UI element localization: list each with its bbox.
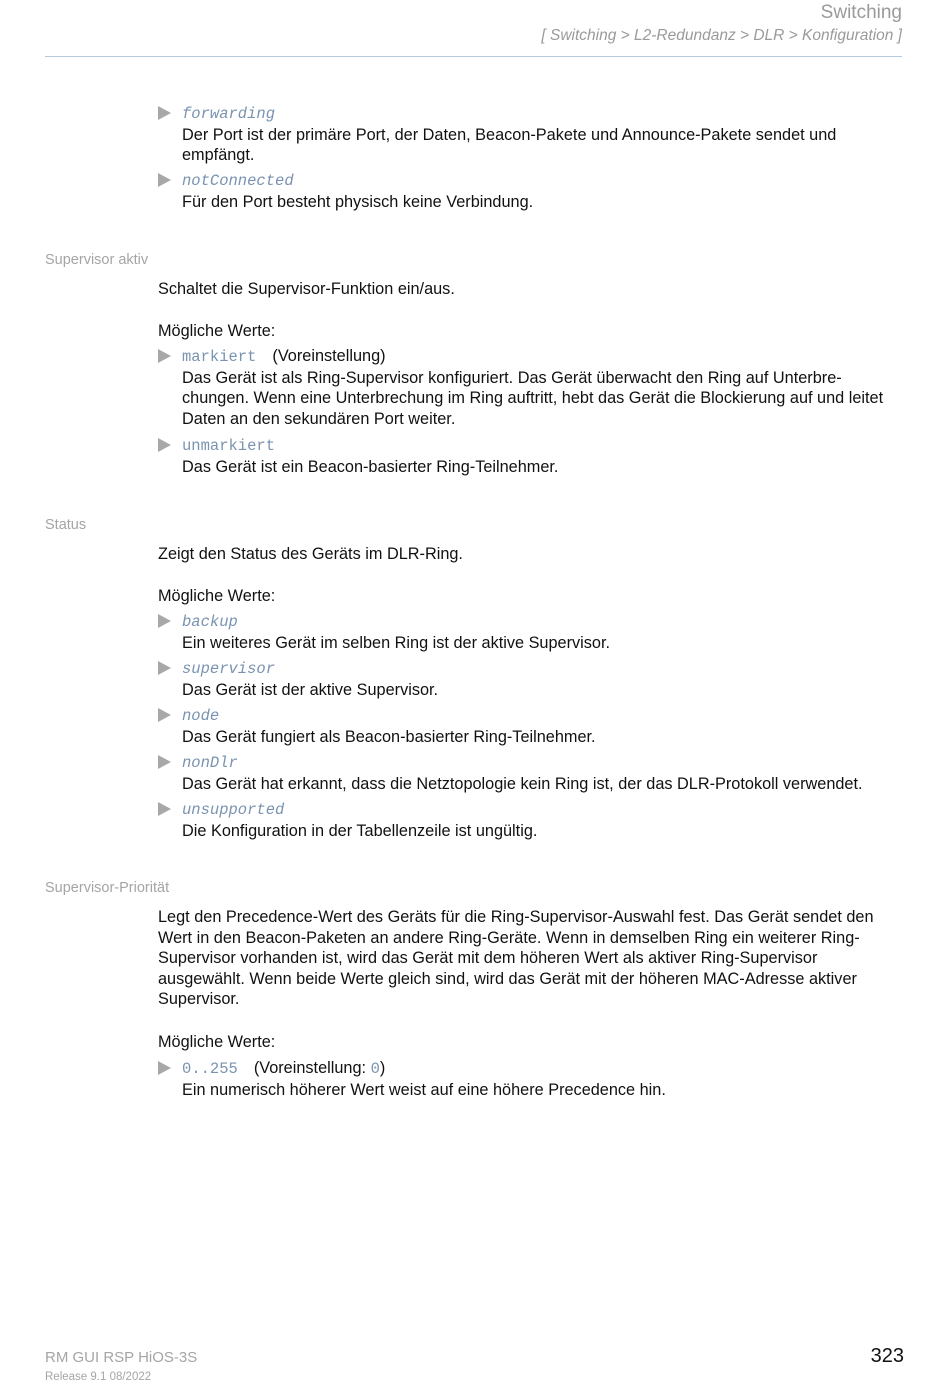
possible-values-heading: Mögliche Werte: (158, 322, 276, 340)
bullet-triangle-icon (158, 438, 171, 452)
bullet-triangle-icon (158, 1061, 171, 1075)
section-label-supervisor-prioritaet: Supervisor-Priorität (45, 880, 170, 896)
header-divider (45, 56, 902, 57)
default-suffix: ) (379, 1059, 386, 1077)
list-item-markiert (158, 346, 908, 429)
list-item-supervisor (158, 658, 908, 700)
page-number: 323 (870, 1345, 904, 1367)
value-description: Für den Port besteht physisch keine Verbindung. (182, 192, 534, 211)
default-prefix: (Voreinstellung: (253, 1059, 371, 1077)
value-code: forwarding (182, 105, 276, 123)
bullet-triangle-icon (158, 614, 171, 628)
default-value: 0 (370, 1060, 380, 1078)
list-item-unsupported (158, 799, 908, 841)
value-code: nonDlr (182, 754, 238, 772)
value-code: notConnected (182, 172, 294, 190)
footer-document-id: RM GUI RSP HiOS-3S (45, 1349, 198, 1366)
value-description: Das Gerät fungiert als Beacon-basierter Ring-Teilnehmer. (182, 727, 596, 746)
section-intro: Zeigt den Status des Geräts im DLR-Ring. (158, 545, 463, 563)
value-code: backup (182, 613, 238, 631)
breadcrumb: [ Switching > L2-Redundanz > DLR > Konfiguration ] (541, 27, 902, 44)
possible-values-heading: Mögliche Werte: (158, 587, 276, 605)
bullet-triangle-icon (158, 661, 171, 675)
value-description: Ein weiteres Gerät im selben Ring ist der aktive Supervisor. (182, 633, 611, 652)
default-note (254, 1059, 386, 1077)
bullet-triangle-icon (158, 755, 171, 769)
section-intro: Legt den Precedence-Wert des Geräts für die Ring-Supervisor-Auswahl fest. Das Gerät sendet den Wert in den Beacon-Paketen an andere Ring-Geräte. Wenn in demselben Ring ein weiterer Ring-Supervisor vorhanden ist, wird das Gerät mit dem höheren Wert als aktiver Ring-Supervisor ausgewählt. Wenn beide Werte gleich sind, wird das Gerät mit der höheren MAC-Adresse aktiver Supervisor. (158, 908, 874, 1009)
value-code: node (182, 707, 220, 725)
value-description: Das Gerät ist als Ring-Supervisor konfiguriert. Das Gerät überwacht den Ring auf Unterbre-chungen. Wenn eine Unterbrechung im Ring auftritt, hebt das Gerät die Blockierung auf und leitet Daten an den sekundären Port weiter. (182, 368, 884, 428)
list-item-forwarding (158, 103, 908, 166)
default-note: (Voreinstellung) (272, 347, 386, 365)
list-item-backup (158, 611, 908, 653)
list-item-node (158, 705, 908, 747)
value-code: 0..255 (182, 1060, 238, 1078)
bullet-triangle-icon (158, 106, 171, 120)
value-description: Die Konfiguration in der Tabellenzeile ist ungültig. (182, 821, 538, 840)
list-item-range (158, 1058, 908, 1100)
section-label-status: Status (45, 517, 87, 533)
section-label-supervisor-aktiv: Supervisor aktiv (45, 252, 149, 268)
bullet-triangle-icon (158, 349, 171, 363)
possible-values-heading: Mögliche Werte: (158, 1033, 276, 1051)
list-item-unmarkiert (158, 435, 908, 477)
bullet-triangle-icon (158, 802, 171, 816)
value-code: unmarkiert (182, 437, 276, 455)
value-code: supervisor (182, 660, 276, 678)
section-intro: Schaltet die Supervisor-Funktion ein/aus. (158, 280, 455, 298)
value-code: markiert (182, 348, 257, 366)
list-item-notconnected (158, 170, 908, 212)
value-description: Das Gerät ist ein Beacon-basierter Ring-Teilnehmer. (182, 457, 559, 476)
bullet-triangle-icon (158, 173, 171, 187)
chapter-title: Switching (820, 2, 902, 23)
value-code: unsupported (182, 801, 285, 819)
value-description: Ein numerisch höherer Wert weist auf eine höhere Precedence hin. (182, 1080, 666, 1099)
value-description: Der Port ist der primäre Port, der Daten, Beacon-Pakete und Announce-Pakete sendet und empfängt. (182, 125, 837, 165)
footer-release: Release 9.1 08/2022 (45, 1371, 152, 1383)
value-description: Das Gerät ist der aktive Supervisor. (182, 680, 439, 699)
value-description: Das Gerät hat erkannt, dass die Netztopologie kein Ring ist, der das DLR-Protokoll verwendet. (182, 774, 863, 793)
bullet-triangle-icon (158, 708, 171, 722)
list-item-nondlr (158, 752, 908, 794)
